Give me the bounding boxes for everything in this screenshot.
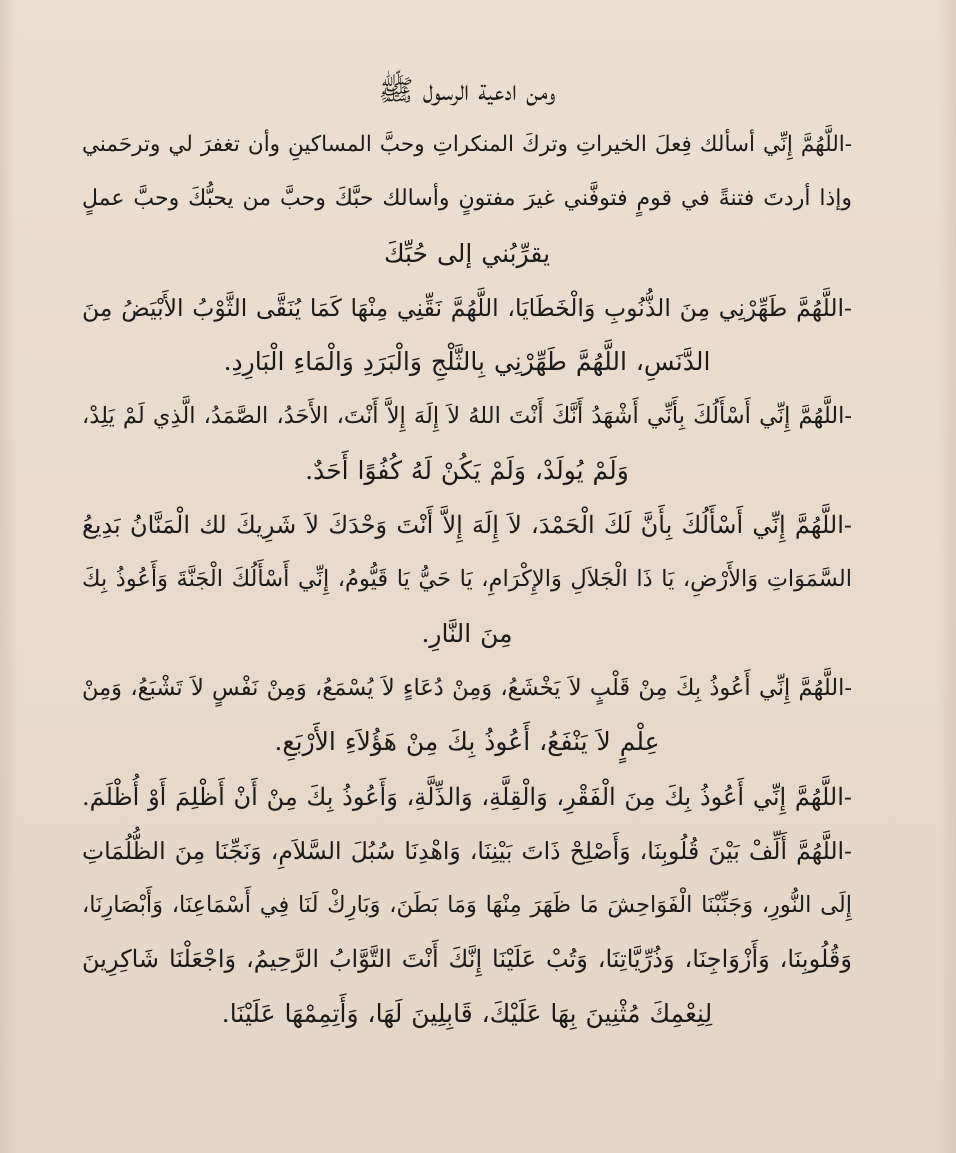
text-line: عِلْمٍ لاَ يَنْفَعُ، أَعُوذُ بِكَ مِنْ هَؤُلاَءِ الأَرْبَعِ. [274,727,660,757]
text-line: -اللَّهُمَّ إِنِّي أسألك فِعلَ الخيراتِ وتركَ المنكراتِ وحبَّ المساكينِ وأن تغفرَ لي وترحَمني [82,132,852,157]
text-line: -اللَّهُمَّ إِنِّي أَعُوذُ بِكَ مِنَ الْفَقْرِ، وَالْقِلَّةِ، وَالذِّلَّةِ، وَأَعُوذُ بِكَ مِنْ أَنْ أَظْلِمَ أَوْ أُظْلَمَ. [82,782,852,811]
text-line: يقرِّبُني إلى حُبِّكَ [383,238,551,268]
text-line: لِنِعْمِكَ مُثْنِينَ بِهَا عَلَيْكَ، قَابِلِينَ لَهَا، وَأَتِمِمْهَا عَلَيْنَا. [221,998,713,1028]
text-line: وَلَمْ يُولَدْ، وَلَمْ يَكُنْ لَهُ كُفُوًا أَحَدٌ. [305,455,629,485]
left-shadow [0,0,18,1153]
text-line: -اللَّهُمَّ إِنِّي أَسْأَلُكَ بِأَنَّ لَكَ الْحَمْدَ، لاَ إِلَهَ إِلاَّ أَنْتَ وَحْدَكَ لاَ شَرِيكَ لك الْمَنَّانُ بَدِيعُ [82,511,852,540]
text-line: -اللَّهُمَّ إِنِّي أَعُوذُ بِكَ مِنْ قَلْبٍ لاَ يَخْشَعُ، وَمِنْ دُعَاءٍ لاَ يُسْمَعُ، وَمِنْ نَفْسٍ لاَ تَشْبَعُ، وَمِنْ [82,674,852,701]
text-line: -اللَّهُمَّ طَهِّرْنِي مِنَ الذُّنُوبِ وَالْخَطَايَا، اللَّهُمَّ نَقِّنِي مِنْهَا كَمَا يُنَقَّى الثَّوْبُ الأَبْيَضُ مِنَ [82,293,852,322]
text-line: وإذا أردتَ فتنةً في قومٍ فتوفَّني غيرَ مفتونٍ وأسالك حبَّكَ وحبَّ من يحبُّكَ وحبَّ عملٍ [82,186,852,212]
text-line: إِلَى النُّورِ، وَجَنِّبْنَا الْفَوَاحِشَ مَا ظَهَرَ مِنْهَا وَمَا بَطَنَ، وَبَارِكْ لَنَا فِي أَسْمَاعِنَا، وَأَبْصَارِنَا، [82,892,852,919]
text-line: -اللَّهُمَّ أَلِّفْ بَيْنَ قُلُوبِنَا، وَأَصْلِحْ ذَاتَ بَيْنِنَا، وَاهْدِنَا سُبُلَ السَّلاَمِ، وَنَجِّنَا مِنَ الظُّلُمَاتِ [82,836,852,865]
text-line: -اللَّهُمَّ إِنِّي أَسْأَلُكَ بِأَنِّي أَشْهَدُ أَنَّكَ أَنْتَ اللهُ لاَ إِلَهَ إِلاَّ أَنْتَ، الأَحَدُ، الصَّمَدُ، الَّذِي لَمْ يَلِدْ، [82,403,852,430]
right-shadow [938,0,956,1153]
page-title: ومن ادعية الرسول ﷺ [378,73,556,107]
text-line: وَقُلُوبِنَا، وَأَزْوَاجِنَا، وَذُرِّيَّاتِنَا، وَتُبْ عَلَيْنَا إِنَّكَ أَنْتَ التَّوَّابُ الرَّحِيمُ، وَاجْعَلْنَا شَاكِرِينَ [82,945,852,974]
supplications-document [82,62,852,1082]
text-line: السَّمَوَاتِ وَالأَرْضِ، يَا ذَا الْجَلاَلِ وَالإِكْرَامِ، يَا حَيُّ يَا قَيُّومُ، إِنِّي أَسْأَلُكَ الْجَنَّةَ وَأَعُوذُ بِكَ [82,566,852,593]
text-line: مِنَ النَّارِ. [421,618,513,648]
text-line: الدَّنَسِ، اللَّهُمَّ طَهِّرْنِي بِالثَّلْجِ وَالْبَرَدِ وَالْمَاءِ الْبَارِدِ. [223,347,711,377]
